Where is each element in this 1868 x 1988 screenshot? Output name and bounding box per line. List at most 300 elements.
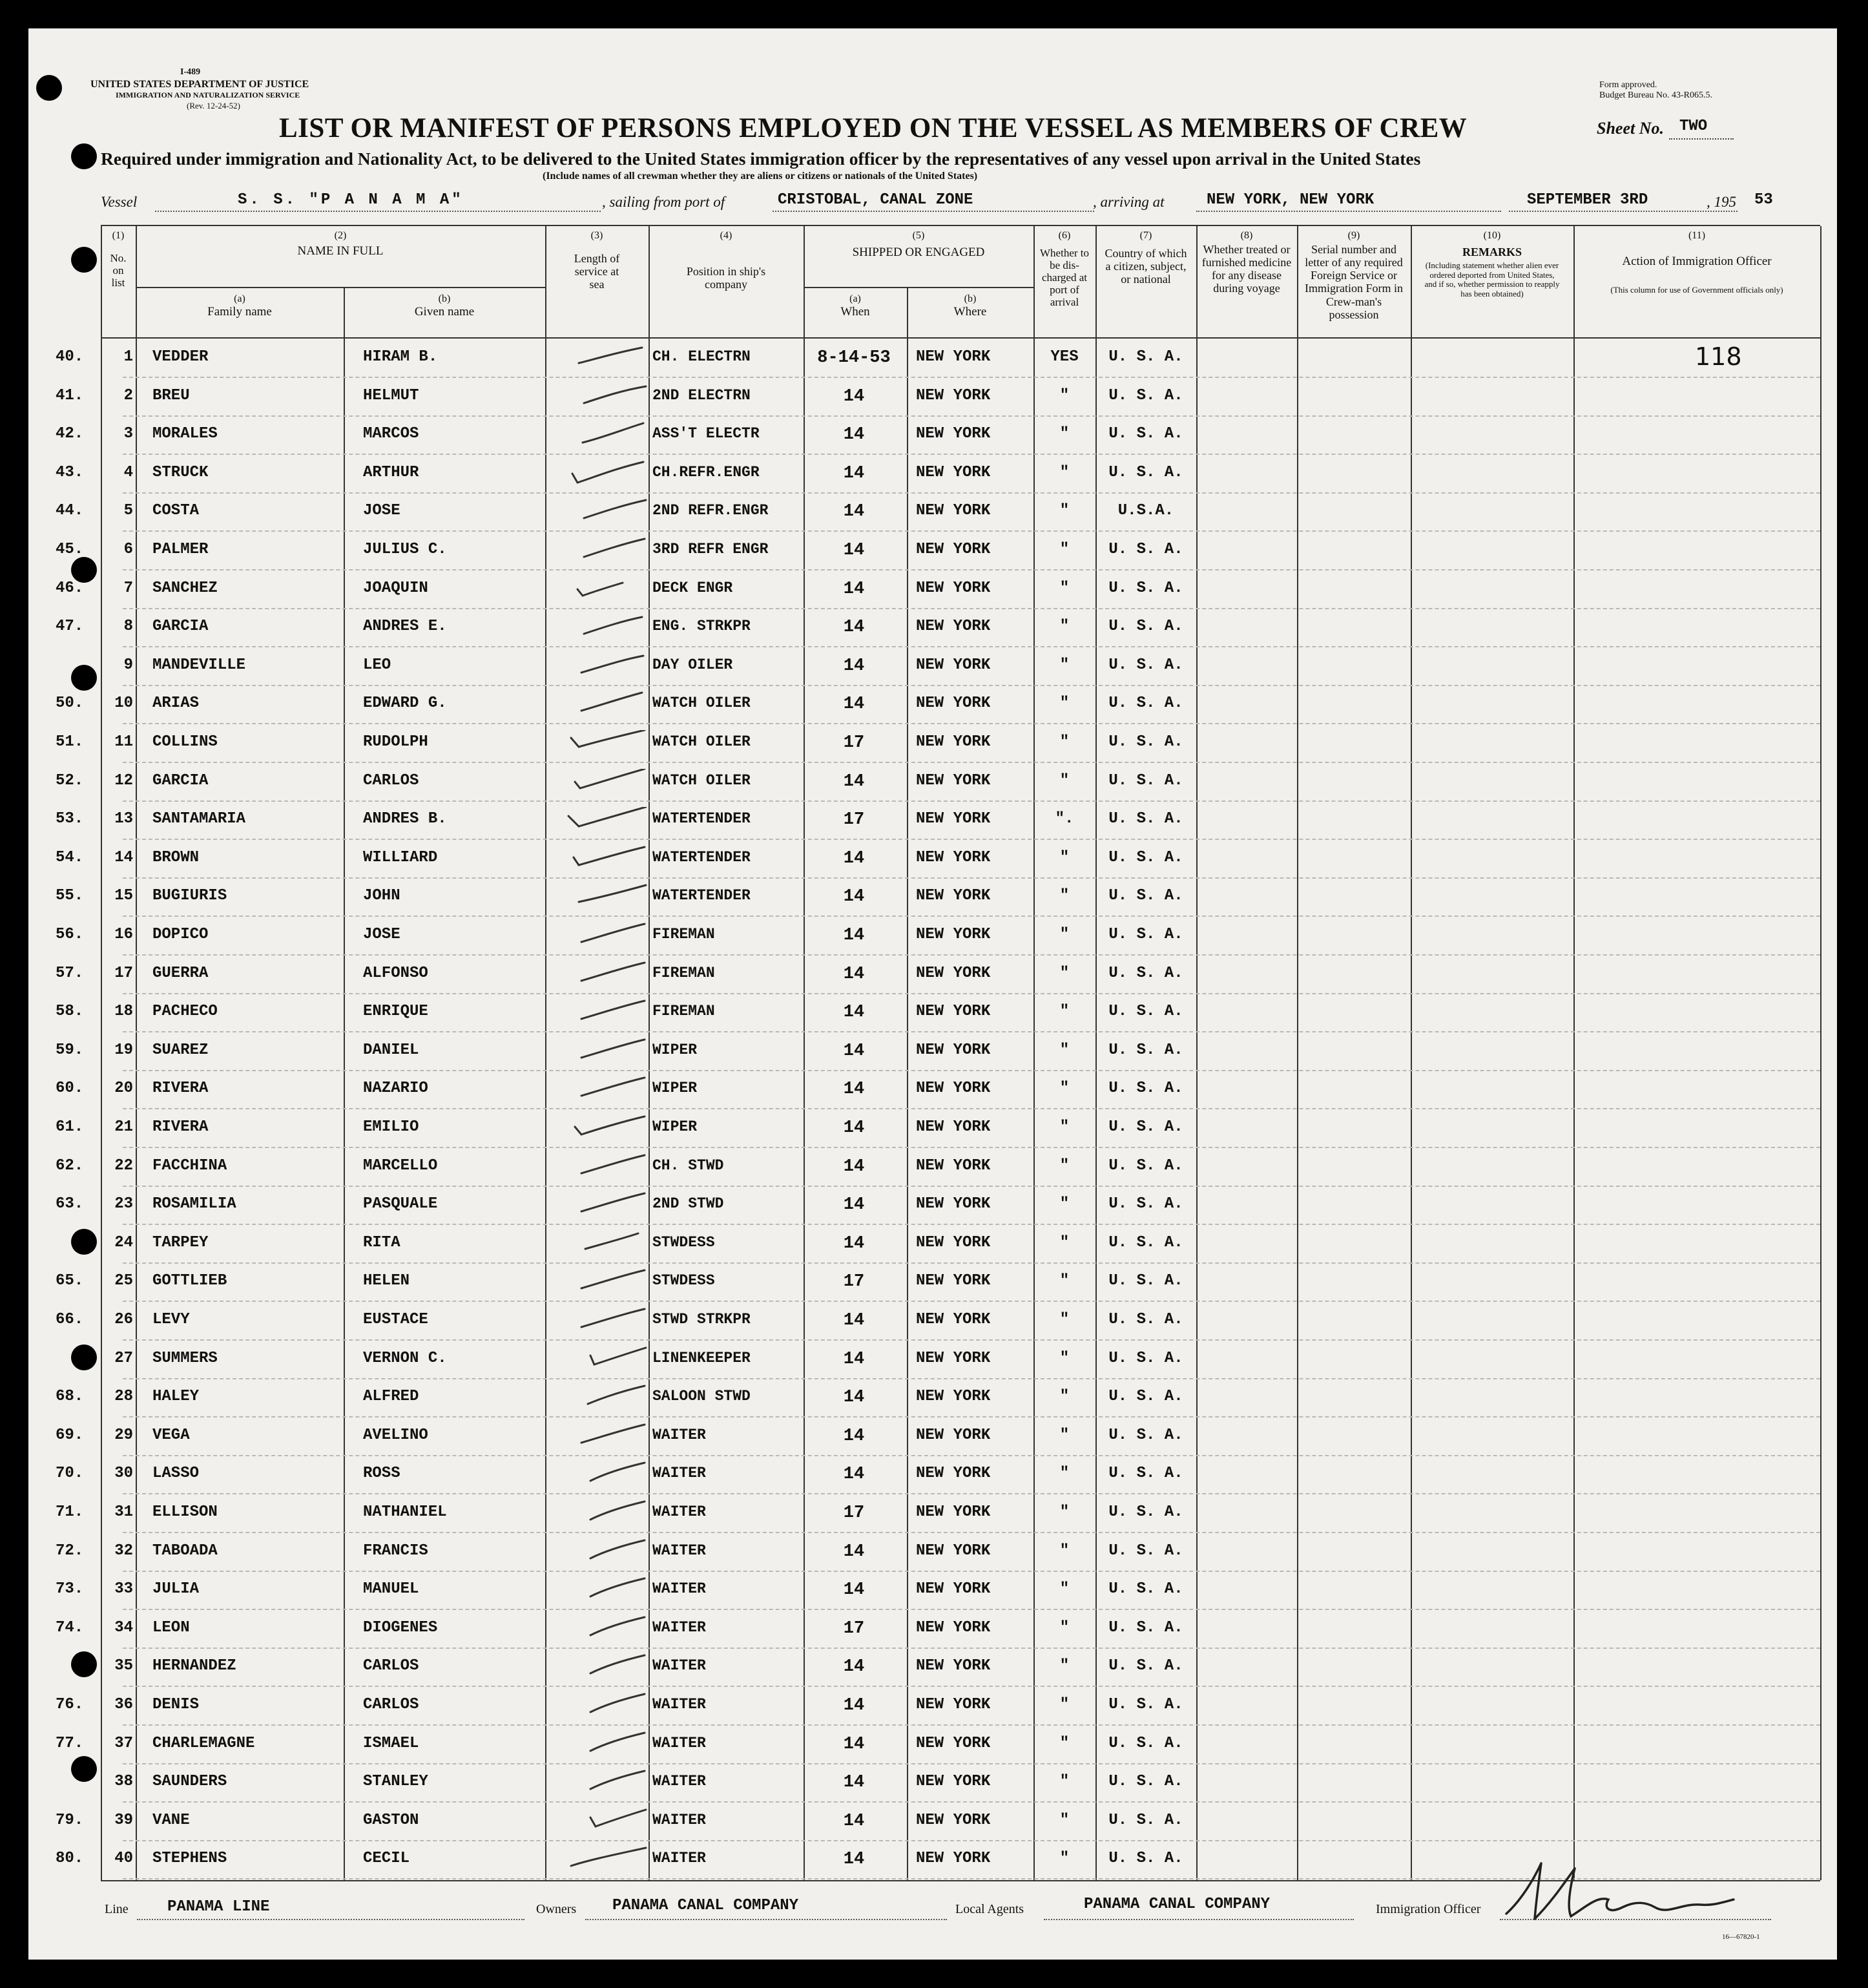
family-name: TARPEY	[152, 1233, 209, 1251]
immigration-officer-signature	[1493, 1857, 1739, 1928]
given-name: ISMAEL	[363, 1734, 419, 1752]
row-number: 28	[114, 1388, 133, 1406]
form-subtitle: Required under immigration and Nationality Act, to be delivered to the United States immigration officer by the representatives of any vessel upon arrival in the United States	[101, 149, 1421, 169]
citizenship-country: U. S. A.	[1108, 1465, 1183, 1483]
margin-row-number: 50.	[56, 695, 84, 713]
citizenship-country: U. S. A.	[1108, 1542, 1183, 1560]
table-row	[28, 1303, 1837, 1341]
shipped-where: NEW YORK	[916, 502, 991, 520]
citizenship-country: U. S. A.	[1108, 1503, 1183, 1521]
shipped-where: NEW YORK	[916, 348, 991, 366]
discharged-at-arrival: "	[1059, 656, 1070, 674]
discharged-at-arrival: "	[1059, 1195, 1070, 1213]
col8-number: (8)	[1240, 230, 1253, 241]
shipped-when: 14	[843, 502, 865, 522]
position: WATERTENDER	[652, 887, 751, 905]
given-name: ALFONSO	[363, 964, 428, 982]
discharged-at-arrival: YES	[1050, 348, 1079, 366]
shipped-when: 8-14-53	[817, 348, 891, 368]
table-row	[28, 994, 1837, 1032]
col2b-header: Given name	[414, 305, 475, 319]
table-row	[28, 1456, 1837, 1494]
family-name: STRUCK	[152, 463, 209, 481]
family-name: ROSAMILIA	[152, 1195, 236, 1213]
shipped-when: 14	[843, 1156, 865, 1177]
col1-header: No. on list	[110, 252, 127, 289]
col5b-header: Where	[953, 305, 987, 319]
given-name: CARLOS	[363, 1657, 419, 1675]
department-name: UNITED STATES DEPARTMENT OF JUSTICE	[90, 79, 309, 90]
col2b-letter: (b)	[438, 293, 451, 304]
table-row	[28, 1341, 1837, 1379]
margin-row-number: 71.	[56, 1503, 84, 1521]
margin-row-number: 53.	[56, 810, 84, 828]
position: WAITER	[652, 1618, 706, 1636]
shipped-when: 14	[843, 579, 865, 599]
shipped-when: 14	[843, 1349, 865, 1369]
line-label: Line	[105, 1902, 129, 1916]
table-row	[28, 686, 1837, 724]
shipped-where: NEW YORK	[916, 1195, 991, 1213]
citizenship-country: U. S. A.	[1108, 1118, 1183, 1136]
manifest-sheet	[28, 28, 1837, 1960]
shipped-when: 14	[843, 1811, 865, 1831]
discharged-at-arrival: "	[1059, 579, 1070, 597]
given-name: WILLIARD	[363, 848, 438, 866]
discharged-at-arrival: "	[1059, 887, 1070, 905]
margin-row-number: 63.	[56, 1195, 84, 1213]
family-name: GOTTLIEB	[152, 1272, 227, 1290]
given-name: HIRAM B.	[363, 348, 438, 366]
vessel-rule	[155, 211, 601, 212]
col6-number: (6)	[1058, 230, 1071, 241]
shipped-when: 14	[843, 463, 865, 483]
given-name: LEO	[363, 656, 391, 674]
margin-row-number: 57.	[56, 964, 84, 982]
citizenship-country: U. S. A.	[1108, 810, 1183, 828]
table-row	[28, 956, 1837, 994]
family-name: GUERRA	[152, 964, 209, 982]
row-number: 7	[123, 579, 133, 597]
margin-row-number: 61.	[56, 1118, 84, 1136]
given-name: NATHANIEL	[363, 1503, 447, 1521]
family-name: SANTAMARIA	[152, 810, 246, 828]
citizenship-country: U. S. A.	[1108, 1426, 1183, 1444]
family-name: COSTA	[152, 502, 200, 520]
citizenship-country: U. S. A.	[1108, 1195, 1183, 1213]
sailing-from-port: CRISTOBAL, CANAL ZONE	[778, 191, 973, 209]
position: WAITER	[652, 1465, 706, 1482]
margin-row-number: 66.	[56, 1311, 84, 1328]
given-name: RITA	[363, 1233, 400, 1251]
shipped-where: NEW YORK	[916, 1349, 991, 1367]
shipped-where: NEW YORK	[916, 1118, 991, 1136]
row-number: 2	[123, 386, 133, 404]
shipped-when: 14	[843, 848, 865, 868]
given-name: JOAQUIN	[363, 579, 428, 597]
position: WATERTENDER	[652, 810, 751, 828]
margin-row-number: 46.	[56, 579, 84, 597]
row-number: 29	[114, 1426, 133, 1444]
citizenship-country: U. S. A.	[1108, 656, 1183, 674]
position: WIPER	[652, 1080, 698, 1097]
table-row	[28, 1764, 1837, 1803]
discharged-at-arrival: "	[1059, 1542, 1070, 1560]
position: 2ND ELECTRN	[652, 386, 751, 404]
shipped-where: NEW YORK	[916, 1503, 991, 1521]
punch-hole	[36, 75, 62, 101]
margin-row-number: 43.	[56, 463, 84, 481]
shipped-when: 14	[843, 695, 865, 715]
vessel-name: S. S. "P A N A M A"	[238, 191, 464, 209]
shipped-when: 14	[843, 1195, 865, 1215]
col2a-header: Family name	[207, 305, 272, 319]
year-suffix: 53	[1754, 191, 1773, 209]
given-name: JULIUS C.	[363, 541, 447, 558]
table-row	[28, 1726, 1837, 1764]
table-row	[28, 764, 1837, 802]
col9-header: Serial number and letter of any required Foreign Service or Immigration Form in Crew-man's possession	[1305, 243, 1403, 321]
row-number: 5	[123, 502, 133, 520]
sheet-number-rule	[1669, 138, 1734, 140]
date-rule	[1509, 211, 1738, 212]
position: WAITER	[652, 1811, 706, 1828]
discharged-at-arrival: "	[1059, 1156, 1070, 1175]
row-number: 38	[114, 1773, 133, 1791]
row-number: 23	[114, 1195, 133, 1213]
shipped-where: NEW YORK	[916, 1657, 991, 1675]
col10-note: (Including statement whether alien ever ordered deported from United States, and if so, whether permission to reapply has been obtained)	[1424, 260, 1560, 298]
table-row	[28, 917, 1837, 956]
citizenship-country: U. S. A.	[1108, 348, 1183, 366]
row-number: 40	[114, 1850, 133, 1868]
given-name: GASTON	[363, 1811, 419, 1829]
position: WATCH OILER	[652, 733, 751, 750]
margin-row-number: 80.	[56, 1850, 84, 1868]
given-name: EUSTACE	[363, 1311, 428, 1328]
arriving-at-rule	[1196, 211, 1501, 212]
given-name: STANLEY	[363, 1773, 428, 1791]
table-row	[28, 1418, 1837, 1456]
family-name: VANE	[152, 1811, 190, 1829]
col5-header: SHIPPED OR ENGAGED	[852, 246, 985, 259]
discharged-at-arrival: "	[1059, 1003, 1070, 1021]
col3-number: (3)	[590, 230, 603, 241]
sheet-number-value: TWO	[1679, 118, 1708, 135]
shipped-when: 14	[843, 425, 865, 445]
sheet-number-label: Sheet No.	[1597, 119, 1664, 138]
margin-row-number: 51.	[56, 733, 84, 751]
citizenship-country: U. S. A.	[1108, 1773, 1183, 1791]
position: WAITER	[652, 1657, 706, 1675]
shipped-when: 17	[843, 733, 865, 753]
margin-row-number: 45.	[56, 541, 84, 558]
shipped-where: NEW YORK	[916, 463, 991, 481]
table-row	[28, 725, 1837, 763]
shipped-where: NEW YORK	[916, 1426, 991, 1444]
shipped-when: 17	[843, 810, 865, 830]
form-approved: Form approved.	[1599, 80, 1657, 90]
margin-row-number: 47.	[56, 618, 84, 636]
position: WAITER	[652, 1542, 706, 1559]
shipped-where: NEW YORK	[916, 1542, 991, 1560]
table-row	[28, 648, 1837, 686]
service-name: IMMIGRATION AND NATURALIZATION SERVICE	[116, 90, 300, 99]
margin-row-number: 62.	[56, 1156, 84, 1175]
shipped-where: NEW YORK	[916, 1003, 991, 1021]
citizenship-country: U.S.A.	[1117, 502, 1174, 520]
discharged-at-arrival: "	[1059, 425, 1070, 443]
shipped-when: 14	[843, 1388, 865, 1408]
shipped-where: NEW YORK	[916, 1618, 991, 1637]
table-row	[28, 1379, 1837, 1418]
family-name: SANCHEZ	[152, 579, 218, 597]
table-row	[28, 1264, 1837, 1302]
table-row	[28, 1149, 1837, 1187]
given-name: VERNON C.	[363, 1349, 447, 1367]
shipped-where: NEW YORK	[916, 1156, 991, 1175]
col2-header: NAME IN FULL	[297, 244, 384, 258]
position: FIREMAN	[652, 964, 715, 981]
family-name: MORALES	[152, 425, 218, 443]
arriving-at-label: , arriving at	[1093, 194, 1165, 210]
position: CH. STWD	[652, 1156, 724, 1174]
citizenship-country: U. S. A.	[1108, 579, 1183, 597]
col7-number: (7)	[1139, 230, 1152, 241]
family-name: GARCIA	[152, 771, 209, 790]
citizenship-country: U. S. A.	[1108, 618, 1183, 636]
given-name: ARTHUR	[363, 463, 419, 481]
col7-header: Country of which a citizen, subject, or national	[1105, 247, 1187, 286]
family-name: GARCIA	[152, 618, 209, 636]
given-name: FRANCIS	[363, 1542, 428, 1560]
col1-number: (1)	[112, 230, 125, 241]
given-name: ALFRED	[363, 1388, 419, 1406]
margin-row-number: 54.	[56, 848, 84, 866]
discharged-at-arrival: "	[1059, 1311, 1070, 1328]
table-row	[28, 1187, 1837, 1225]
citizenship-country: U. S. A.	[1108, 695, 1183, 713]
shipped-when: 14	[843, 964, 865, 984]
position: WATCH OILER	[652, 771, 751, 789]
shipped-when: 14	[843, 1542, 865, 1562]
sailing-from-label: , sailing from port of	[602, 194, 725, 210]
discharged-at-arrival: "	[1059, 502, 1070, 520]
given-name: HELEN	[363, 1272, 410, 1290]
given-name: ANDRES E.	[363, 618, 447, 636]
given-name: EDWARD G.	[363, 695, 447, 713]
row-number: 18	[114, 1003, 133, 1021]
position: ASS'T ELECTR	[652, 425, 760, 443]
shipped-when: 14	[843, 1041, 865, 1061]
citizenship-country: U. S. A.	[1108, 386, 1183, 404]
margin-row-number: 56.	[56, 926, 84, 943]
official-handwritten-number: 118	[1695, 342, 1742, 371]
citizenship-country: U. S. A.	[1108, 1734, 1183, 1752]
row-number: 39	[114, 1811, 133, 1829]
given-name: JOHN	[363, 887, 400, 905]
form-print-code: 16—67820-1	[1722, 1933, 1760, 1941]
given-name: AVELINO	[363, 1426, 428, 1444]
row-number: 16	[114, 926, 133, 943]
shipped-where: NEW YORK	[916, 887, 991, 905]
margin-row-number: 42.	[56, 425, 84, 443]
given-name: DANIEL	[363, 1041, 419, 1059]
table-row	[28, 1495, 1837, 1533]
margin-row-number: 74.	[56, 1618, 84, 1637]
shipped-where: NEW YORK	[916, 964, 991, 982]
position: WAITER	[652, 1850, 706, 1867]
discharged-at-arrival: "	[1059, 541, 1070, 558]
family-name: ELLISON	[152, 1503, 218, 1521]
citizenship-country: U. S. A.	[1108, 964, 1183, 982]
given-name: CARLOS	[363, 771, 419, 790]
table-row	[28, 1033, 1837, 1071]
shipped-where: NEW YORK	[916, 1580, 991, 1598]
col11-header: Action of Immigration Officer	[1622, 255, 1772, 268]
shipped-when: 14	[843, 1580, 865, 1600]
discharged-at-arrival: "	[1059, 733, 1070, 751]
citizenship-country: U. S. A.	[1108, 1003, 1183, 1021]
discharged-at-arrival: "	[1059, 1426, 1070, 1444]
discharged-at-arrival: "	[1059, 1041, 1070, 1059]
discharged-at-arrival: "	[1059, 1580, 1070, 1598]
family-name: SUMMERS	[152, 1349, 218, 1367]
header-bottom-rule	[101, 337, 1820, 339]
citizenship-country: U. S. A.	[1108, 1156, 1183, 1175]
given-name: EMILIO	[363, 1118, 419, 1136]
row-number: 17	[114, 964, 133, 982]
table-row	[28, 340, 1837, 378]
owners-label: Owners	[536, 1902, 577, 1916]
shipped-when: 17	[843, 1272, 865, 1292]
discharged-at-arrival: "	[1059, 1233, 1070, 1251]
table-row	[28, 1803, 1837, 1841]
form-note: (Include names of all crewman whether they are aliens or citizens or nationals of the United States)	[543, 171, 978, 182]
row-number: 32	[114, 1542, 133, 1560]
col5a-letter: (a)	[849, 293, 861, 304]
citizenship-country: U. S. A.	[1108, 1311, 1183, 1328]
row-number: 20	[114, 1080, 133, 1098]
shipped-when: 14	[843, 656, 865, 676]
shipped-where: NEW YORK	[916, 926, 991, 943]
discharged-at-arrival: "	[1059, 771, 1070, 790]
shipped-where: NEW YORK	[916, 1811, 991, 1829]
given-name: MANUEL	[363, 1580, 419, 1598]
shipped-where: NEW YORK	[916, 810, 991, 828]
row-number: 8	[123, 618, 133, 636]
punch-hole	[71, 247, 97, 273]
given-name: ENRIQUE	[363, 1003, 428, 1021]
shipped-when: 17	[843, 1618, 865, 1638]
family-name: SUAREZ	[152, 1041, 209, 1059]
position: SALOON STWD	[652, 1388, 751, 1405]
row-number: 6	[123, 541, 133, 558]
discharged-at-arrival: "	[1059, 1734, 1070, 1752]
citizenship-country: U. S. A.	[1108, 848, 1183, 866]
immigration-officer-label: Immigration Officer	[1376, 1902, 1481, 1916]
margin-row-number: 60.	[56, 1080, 84, 1098]
row-number: 24	[114, 1233, 133, 1251]
margin-row-number: 65.	[56, 1272, 84, 1290]
row-number: 12	[114, 771, 133, 790]
discharged-at-arrival: "	[1059, 1773, 1070, 1791]
table-row	[28, 802, 1837, 840]
citizenship-country: U. S. A.	[1108, 771, 1183, 790]
year-prefix: , 195	[1707, 194, 1736, 210]
position: STWD STRKPR	[652, 1311, 751, 1328]
margin-row-number: 58.	[56, 1003, 84, 1021]
citizenship-country: U. S. A.	[1108, 1580, 1183, 1598]
table-row	[28, 1572, 1837, 1610]
local-agents-rule	[1044, 1919, 1354, 1920]
col11-note: (This column for use of Government officials only)	[1610, 285, 1783, 295]
row-number: 14	[114, 848, 133, 866]
shipped-where: NEW YORK	[916, 579, 991, 597]
margin-row-number: 44.	[56, 502, 84, 520]
col6-header: Whether to be dis-charged at port of arrival	[1040, 247, 1089, 309]
family-name: MANDEVILLE	[152, 656, 246, 674]
family-name: TABOADA	[152, 1542, 218, 1560]
position: LINENKEEPER	[652, 1349, 751, 1366]
family-name: CHARLEMAGNE	[152, 1734, 255, 1752]
family-name: LASSO	[152, 1465, 200, 1483]
family-name: DOPICO	[152, 926, 209, 943]
arriving-at-port: NEW YORK, NEW YORK	[1207, 191, 1375, 209]
family-name: ARIAS	[152, 695, 200, 713]
sailing-from-rule	[773, 211, 1094, 212]
position: WIPER	[652, 1118, 698, 1135]
position: WAITER	[652, 1696, 706, 1713]
citizenship-country: U. S. A.	[1108, 733, 1183, 751]
position: 2ND REFR.ENGR	[652, 502, 769, 519]
table-row	[28, 1611, 1837, 1649]
citizenship-country: U. S. A.	[1108, 463, 1183, 481]
shipped-when: 14	[843, 1003, 865, 1023]
shipped-where: NEW YORK	[916, 1080, 991, 1098]
shipped-when: 14	[843, 1426, 865, 1446]
family-name: PACHECO	[152, 1003, 218, 1021]
citizenship-country: U. S. A.	[1108, 926, 1183, 943]
shipped-when: 14	[843, 1311, 865, 1330]
discharged-at-arrival: "	[1059, 1118, 1070, 1136]
shipped-where: NEW YORK	[916, 733, 991, 751]
discharged-at-arrival: "	[1059, 926, 1070, 943]
position: CH. ELECTRN	[652, 348, 751, 365]
family-name: RIVERA	[152, 1118, 209, 1136]
discharged-at-arrival: "	[1059, 964, 1070, 982]
row-number: 36	[114, 1696, 133, 1713]
family-name: COLLINS	[152, 733, 218, 751]
family-name: RIVERA	[152, 1080, 209, 1098]
local-agents-value: PANAMA CANAL COMPANY	[1084, 1896, 1271, 1913]
shipped-where: NEW YORK	[916, 1311, 991, 1328]
position: WAITER	[652, 1426, 706, 1443]
col4-header: Position in ship's company	[686, 265, 766, 291]
row-number: 35	[114, 1657, 133, 1675]
family-name: STEPHENS	[152, 1850, 227, 1868]
shipped-where: NEW YORK	[916, 425, 991, 443]
position: STWDESS	[652, 1233, 715, 1251]
col8-header: Whether treated or furnished medicine for any disease during voyage	[1201, 243, 1292, 295]
given-name: ROSS	[363, 1465, 400, 1483]
col9-number: (9)	[1347, 230, 1360, 241]
margin-row-number: 69.	[56, 1426, 84, 1444]
margin-row-number: 79.	[56, 1811, 84, 1829]
shipped-where: NEW YORK	[916, 1734, 991, 1752]
table-row	[28, 879, 1837, 917]
discharged-at-arrival: "	[1059, 848, 1070, 866]
